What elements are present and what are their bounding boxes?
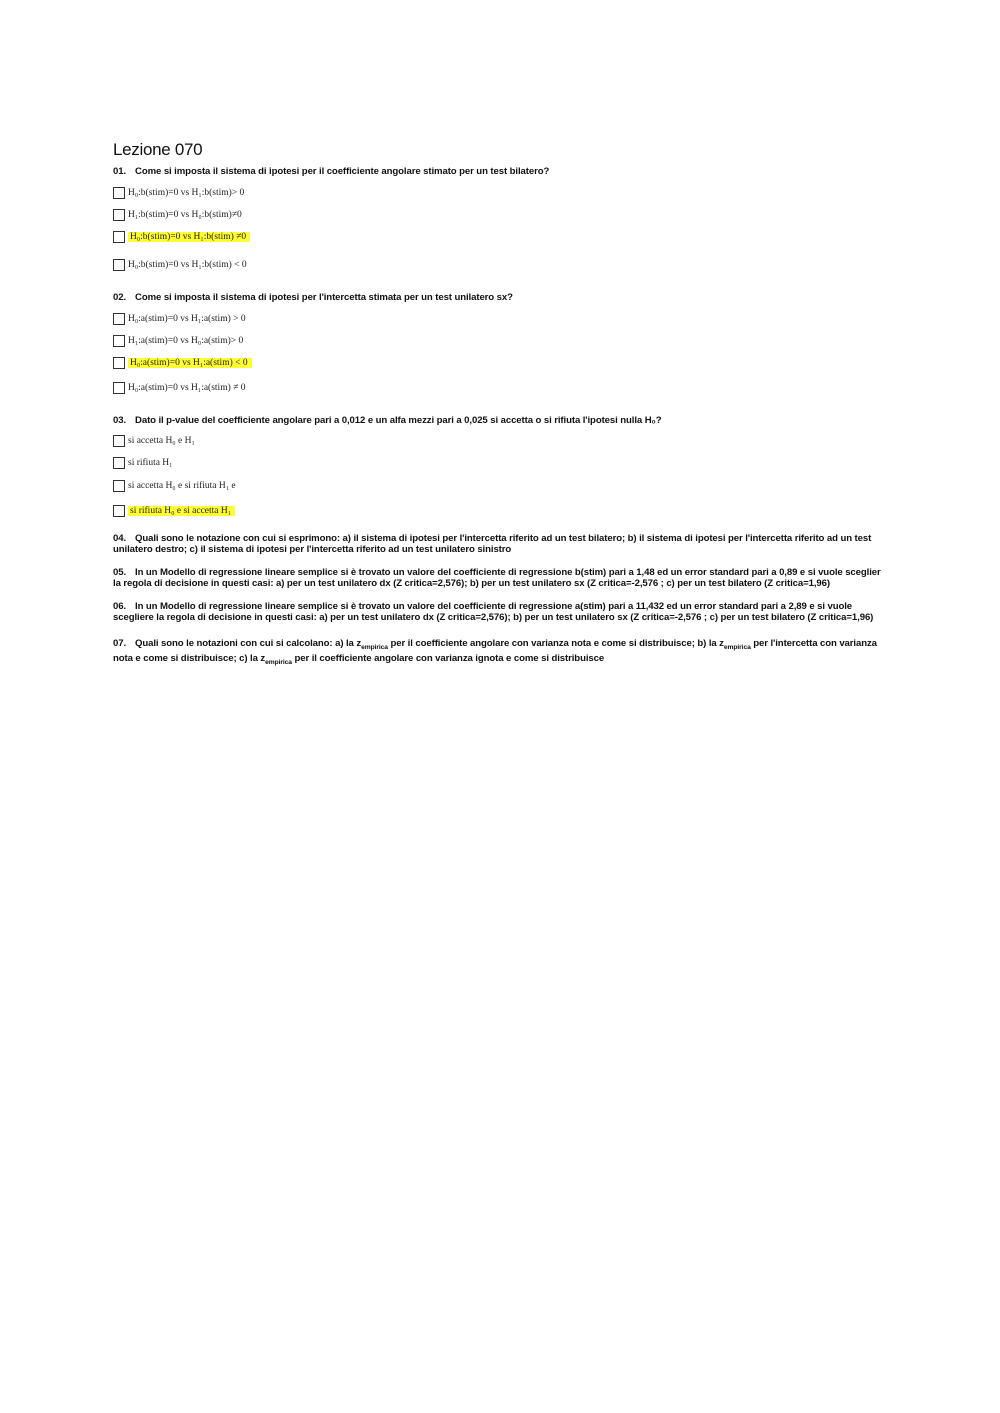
question-label: Quali sono le notazione con cui si esprimono: a) il sistema di ipotesi per l'intercetta riferito ad un test bilatero; b) il sistema di ipotesi per l'intercetta riferito ad un test unilatero destro; c) il sistema di ipotesi per l'intercetta riferito ad un test unilatero sinistro [113, 533, 872, 555]
answer-option[interactable] [113, 182, 883, 204]
question-number: 02. [113, 292, 127, 303]
answer-options [113, 308, 883, 399]
question-block-02 [113, 292, 883, 399]
question-block-03 [113, 415, 883, 522]
checkbox-icon[interactable] [113, 435, 125, 447]
checkbox-icon[interactable] [113, 382, 125, 394]
question-block-05 [113, 568, 883, 589]
checkbox-icon[interactable] [113, 480, 125, 492]
answer-label: si accetta H₀ e H₁ [128, 436, 195, 446]
answer-option[interactable] [113, 452, 883, 474]
checkbox-icon[interactable] [113, 357, 125, 369]
answer-label: H₀:b(stim)=0 vs H₁:b(stim) < 0 [128, 260, 247, 270]
checkbox-icon[interactable] [113, 209, 125, 221]
answer-option[interactable] [113, 308, 883, 330]
checkbox-icon[interactable] [113, 313, 125, 325]
answer-label: H₁:a(stim)=0 vs H₀:a(stim)> 0 [128, 336, 244, 346]
subscript-empirica: empirica [361, 643, 388, 651]
question-label: In un Modello di regressione lineare semplice si è trovato un valore del coefficiente di regressione b(stim) pari a 1,48 ed un error standard pari a 0,89 e si vuole sceglier la regola di decisione in questi casi: a) per un test unilatero dx (Z critica=2,576); b) per un test unilatero sx (Z critica=-2,576 ; c) per un test bilatero (Z critica=1,96) [113, 567, 881, 589]
checkbox-icon[interactable] [113, 335, 125, 347]
page-title: Lezione 070 [113, 140, 203, 159]
subscript-empirica: empirica [723, 643, 751, 651]
answer-option-correct[interactable] [113, 352, 883, 374]
question-number: 06. [113, 601, 127, 612]
answer-label-highlighted: si rifiuta H₀ e si accetta H₁ [128, 506, 235, 516]
answer-label: H₀:a(stim)=0 vs H₁:a(stim) > 0 [128, 314, 246, 324]
document-page [113, 140, 883, 666]
question-label-part: per l'intercetta con varianza nota e come si distribuisce; c) la z [113, 638, 877, 664]
question-number: 07. [113, 638, 127, 649]
question-number: 05. [113, 567, 127, 578]
question-label: Dato il p-value del coefficiente angolare pari a 0,012 e un alfa mezzi pari a 0,025 si accetta o si rifiuta l'ipotesi nulla H₀? [135, 415, 662, 426]
question-text [113, 602, 883, 623]
question-text [113, 568, 883, 589]
answer-options [113, 430, 883, 522]
question-label: In un Modello di regressione lineare semplice si è trovato un valore del coefficiente di regressione a(stim) pari a 11,432 ed un error standard pari a 2,89 e si vuole scegliere la regola di decisione in questi casi: a) per un test unilatero dx (Z critica=2,576); b) per un test unilatero sx (Z critica=-2,576 ; c) per un test bilatero (Z critica=1,96) [113, 601, 874, 623]
answer-option[interactable] [113, 475, 883, 497]
checkbox-icon[interactable] [113, 231, 125, 243]
question-label: Come si imposta il sistema di ipotesi per l'intercetta stimata per un test unilatero sx? [135, 292, 513, 303]
question-label-part: per il coefficiente angolare con varianza nota e come si distribuisce; b) la z [387, 638, 724, 649]
question-number: 04. [113, 533, 127, 544]
question-text [113, 415, 883, 426]
answer-label-highlighted: H₀:b(stim)=0 vs H₁:b(stim) ≠0 [128, 232, 250, 242]
subscript-empirica: empirica [265, 658, 292, 666]
question-number: 01. [113, 166, 127, 177]
answer-label: si rifiuta H₁ [128, 458, 173, 468]
question-block-07 [113, 636, 883, 666]
answer-label: si accetta H₀ e si rifiuta H₁ e [128, 481, 236, 491]
question-label-part: per il coefficiente angolare con varianza ignota e come si distribuisce [291, 653, 605, 664]
answer-option-correct[interactable] [113, 226, 883, 248]
question-text [113, 166, 883, 177]
answer-option[interactable] [113, 330, 883, 352]
question-block-04 [113, 534, 883, 555]
question-block-06 [113, 602, 883, 623]
checkbox-icon[interactable] [113, 187, 125, 199]
answer-option[interactable] [113, 377, 883, 399]
question-number: 03. [113, 415, 127, 426]
answer-options [113, 182, 883, 276]
answer-option-correct[interactable] [113, 500, 883, 522]
answer-label-highlighted: H₀:a(stim)=0 vs H₁:a(stim) < 0 [128, 358, 252, 368]
answer-label: H₀:a(stim)=0 vs H₁:a(stim) ≠ 0 [128, 383, 246, 393]
question-block-01 [113, 166, 883, 276]
question-text [113, 534, 883, 555]
question-label: Come si imposta il sistema di ipotesi per il coefficiente angolare stimato per un test bilatero? [135, 166, 550, 177]
answer-label: H₁:b(stim)=0 vs H₀:b(stim)≠0 [128, 210, 242, 220]
question-text [113, 636, 883, 666]
question-label-part: Quali sono le notazioni con cui si calcolano: a) la z [135, 638, 362, 649]
question-text [113, 292, 883, 303]
checkbox-icon[interactable] [113, 505, 125, 517]
checkbox-icon[interactable] [113, 457, 125, 469]
answer-option[interactable] [113, 254, 883, 276]
checkbox-icon[interactable] [113, 259, 125, 271]
answer-option[interactable] [113, 204, 883, 226]
answer-label: H₀:b(stim)=0 vs H₁:b(stim)> 0 [128, 188, 245, 198]
answer-option[interactable] [113, 430, 883, 452]
